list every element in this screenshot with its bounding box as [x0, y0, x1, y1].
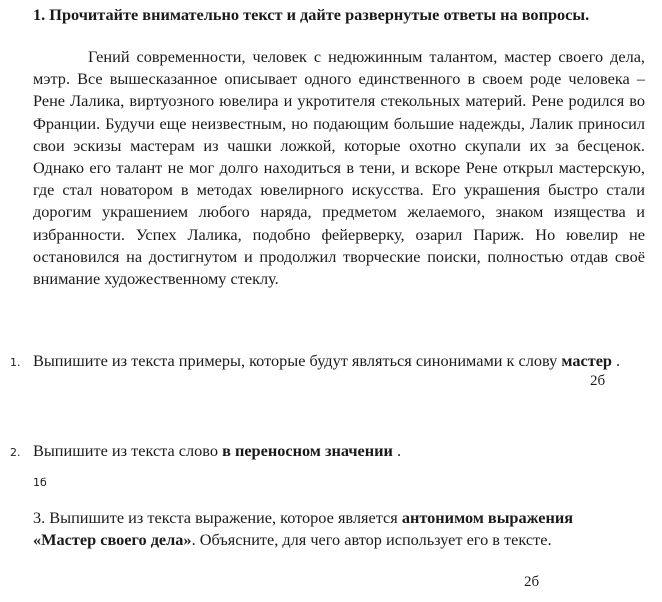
- question-3: [33, 507, 593, 551]
- question-1-keyword: мастер: [561, 351, 612, 370]
- question-2: [33, 440, 633, 462]
- question-2-number: 2.: [10, 446, 21, 459]
- question-3-keyword: антонимом выражения «Мастер своего дела»: [33, 508, 574, 549]
- question-2-keyword: в переносном значении: [222, 441, 393, 460]
- question-1-text: Выпишите из текста примеры, которые будут являться синонимами к слову: [33, 351, 562, 370]
- question-2-score: 1б: [33, 476, 47, 489]
- question-1-score: 2б: [590, 373, 606, 389]
- task-heading: 1. Прочитайте внимательно текст и дайте развернутые ответы на вопросы.: [33, 5, 590, 24]
- question-1-number: 1.: [10, 356, 21, 369]
- question-3-text-end: . Объясните, для чего автор использует его в тексте.: [191, 530, 552, 549]
- question-3-number: 3.: [33, 508, 46, 527]
- reading-passage: Гений современности, человек с недюжинным талантом, мастер своего дела, мэтр. Все вышесказанное описывает одного единственного в своем роде человека – Рене Лалика, виртуозного ювелира и укротителя стекольных материй. Рене родился во Франции. Будучи еще неизвестным, но подающим большие надежды, Лалик приносил свои эскизы мастерам из чашки ложкой, которые охотно скупали их за бесценок. Однако его талант не мог долго находиться в тени, и вскоре Рене открыл мастерскую, где стал новатором в методах ювелирного искусства. Его украшения быстро стали дорогим украшением любого наряда, предметом желаемого, знаком изящества и избранности. Успех Лалика, подобно фейерверку, озарил Париж. Но ювелир не остановился на достигнутом и продолжил творческие поиски, полностью отдав своё внимание художественному стеклу.: [33, 47, 645, 289]
- question-2-text-end: .: [392, 441, 402, 460]
- question-2-text: Выпишите из текста слово: [33, 441, 223, 460]
- question-1: [33, 350, 623, 372]
- question-1-text-end: .: [611, 351, 621, 370]
- question-3-text: Выпишите из текста выражение, которое является: [45, 508, 402, 527]
- question-3-score: 2б: [524, 574, 540, 590]
